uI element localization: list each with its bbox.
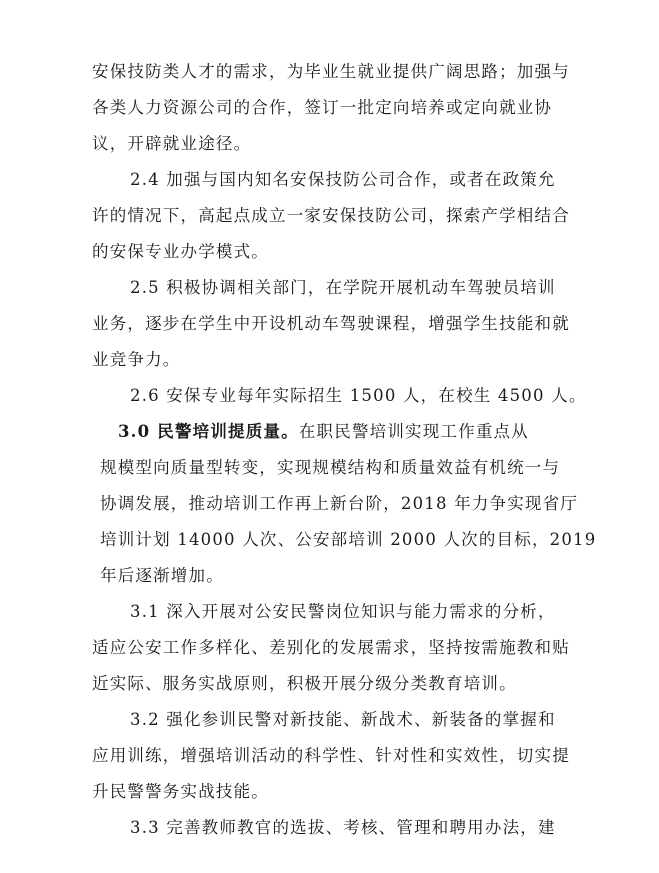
text-line: 适应公安工作多样化、差别化的发展需求，坚持按需施教和贴 (92, 638, 570, 657)
text-line: 业竞争力。 (92, 350, 181, 369)
text-line: 2.5 积极协调相关部门，在学院开展机动车驾驶员培训 (130, 278, 556, 297)
text-line: 规模型向质量型转变，实现规模结构和质量效益有机统一与 (100, 458, 561, 477)
text-line: 年后逐渐增加。 (100, 566, 224, 585)
text-line: 在职民警培训实现工作重点从 (298, 422, 529, 441)
text-line: 培训计划 14000 人次、公安部培训 2000 人次的目标，2019 (100, 530, 597, 549)
text-line: 业务，逐步在学生中开设机动车驾驶课程，增强学生技能和就 (92, 314, 570, 333)
text-line: 协调发展，推动培训工作再上新台阶，2018 年力争实现省厅 (100, 494, 579, 513)
text-line: 2.4 加强与国内知名安保技防公司合作，或者在政策允 (130, 170, 556, 189)
text-line: 的安保专业办学模式。 (92, 242, 269, 261)
text-line: 3.1 深入开展对公安民警岗位知识与能力需求的分析， (130, 602, 556, 621)
text-line: 近实际、服务实战原则，积极开展分级分类教育培训。 (92, 674, 517, 693)
text-line: 升民警警务实战技能。 (92, 782, 269, 801)
text-line: 各类人力资源公司的合作，签订一批定向培养或定向就业协 (92, 98, 553, 117)
text-line: 许的情况下，高起点成立一家安保技防公司，探索产学相结合 (92, 206, 570, 225)
text-line: 安保技防类人才的需求，为毕业生就业提供广阔思路；加强与 (92, 62, 570, 81)
text-line: 3.2 强化参训民警对新技能、新战术、新装备的掌握和 (130, 710, 556, 729)
text-line: 2.6 安保专业每年实际招生 1500 人，在校生 4500 人。 (130, 386, 587, 405)
heading-line (118, 422, 572, 442)
text-line: 3.3 完善教师教官的选拔、考核、管理和聘用办法，建 (130, 818, 556, 837)
text-line: 议，开辟就业途径。 (92, 134, 252, 153)
section-heading: 3.0 民警培训提质量。 (118, 422, 299, 441)
text-line: 应用训练，增强培训活动的科学性、针对性和实效性，切实提 (92, 746, 570, 765)
